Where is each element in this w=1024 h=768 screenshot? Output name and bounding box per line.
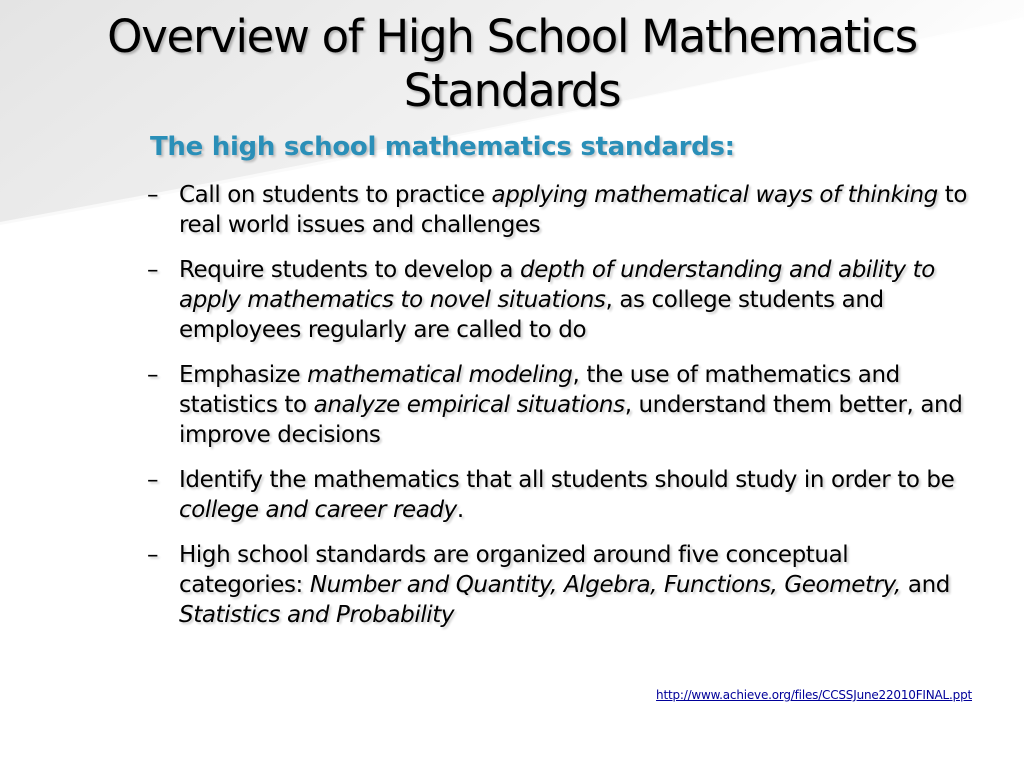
bullet-marker: – [147, 257, 159, 283]
bullet-run: Identify the mathematics that all students should study in order to be [179, 467, 955, 493]
source-link[interactable]: http://www.achieve.org/files/CCSSJune22010FINAL.ppt [656, 688, 972, 702]
bullet-run: , the use of mathematics and statistics to [179, 362, 900, 418]
bullet-marker: – [147, 542, 159, 568]
bullet-marker: – [147, 362, 159, 388]
bullet-run: Emphasize [179, 362, 308, 388]
bullet-text [179, 360, 977, 450]
bullet-emphasis: depth of understanding and ability to apply mathematics to novel situations [179, 257, 935, 313]
bullet-emphasis: Statistics and Probability [179, 602, 455, 628]
bullet-run: Require students to develop a [179, 257, 520, 283]
bullet-item [147, 540, 977, 630]
bullet-run: , as college students and employees regularly are called to do [179, 287, 884, 343]
bullet-text [179, 465, 977, 525]
bullet-run: , understand them better, and improve decisions [179, 392, 963, 448]
bullet-run: to real world issues and challenges [179, 182, 968, 238]
bullet-emphasis: college and career ready [179, 497, 457, 523]
bullet-text [179, 255, 977, 345]
bullet-text [179, 540, 977, 630]
bullet-run: and [900, 572, 950, 598]
bullet-list [147, 180, 977, 645]
bullet-item [147, 465, 977, 525]
bullet-item [147, 255, 977, 345]
bullet-emphasis: applying mathematical ways of thinking [491, 182, 938, 208]
bullet-run: Call on students to practice [179, 182, 492, 208]
bullet-item [147, 180, 977, 240]
bullet-marker: – [147, 182, 159, 208]
slide-title: Overview of High School Mathematics Standards [107, 10, 917, 117]
bullet-emphasis: Number and Quantity, Algebra, Functions, Geometry, [309, 572, 901, 598]
bullet-text [179, 180, 977, 240]
bullet-run: High school standards are organized around five conceptual categories: [179, 542, 849, 598]
bullet-emphasis: analyze empirical situations [313, 392, 625, 418]
bullet-marker: – [147, 467, 159, 493]
bullet-emphasis: mathematical modeling [307, 362, 573, 388]
bullet-item [147, 360, 977, 450]
bullet-run: . [456, 497, 464, 523]
slide-subtitle: The high school mathematics standards: [150, 132, 735, 162]
